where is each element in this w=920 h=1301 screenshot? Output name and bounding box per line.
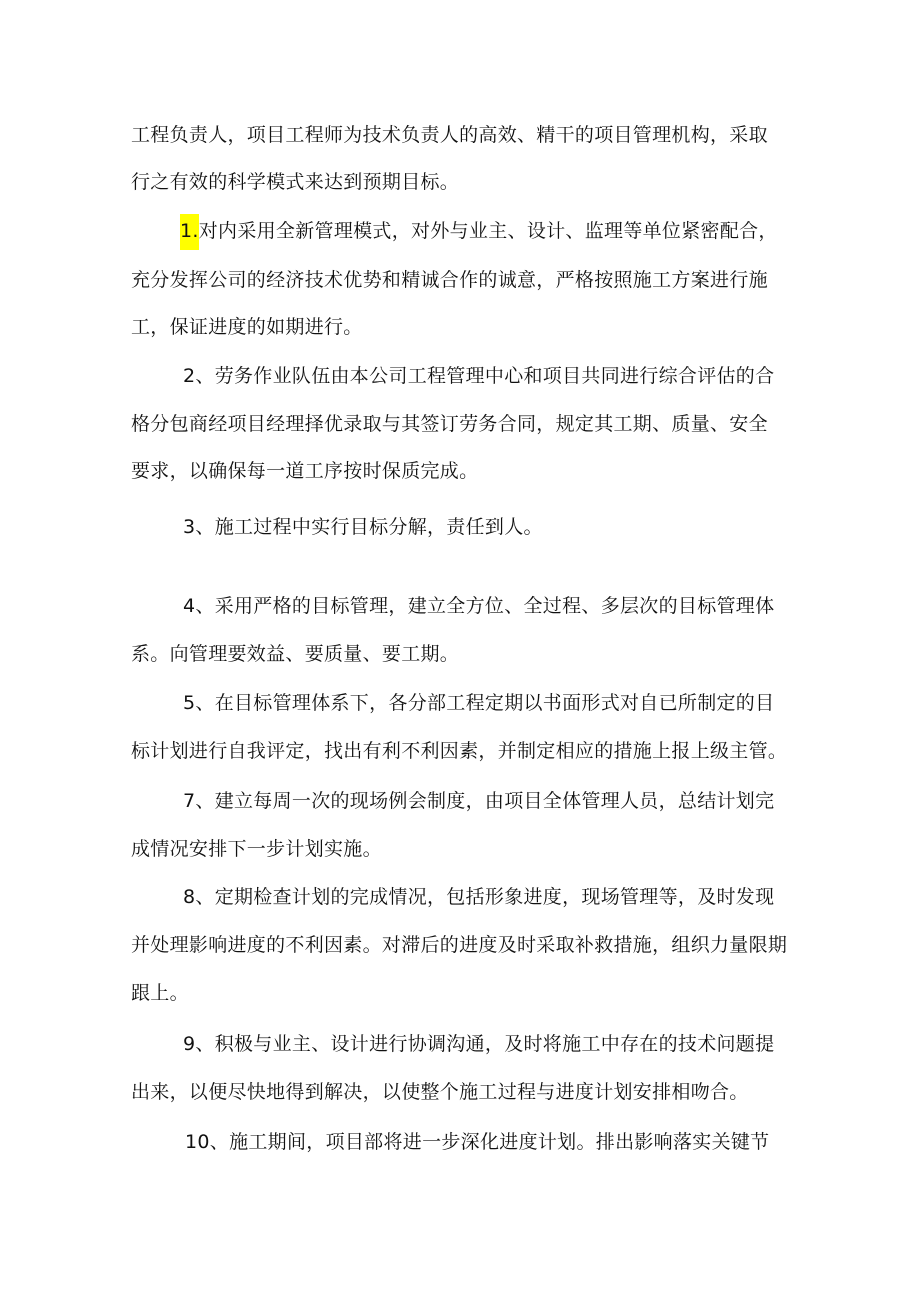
item-7-line-1: 7、建立每周一次的现场例会制度，由项目全体管理人员，总结计划完 [183, 790, 775, 812]
item-1-text: 对内采用全新管理模式，对外与业主、设计、监理等单位紧密配合， [198, 220, 778, 242]
item-1-number: 1. [180, 214, 199, 250]
intro-line-1: 工程负责人，项目工程师为技术负责人的高效、精干的项目管理机构，采取 [131, 124, 768, 146]
item-8-line-2: 并处理影响进度的不利因素。对滞后的进度及时采取补救措施，组织力量限期 [131, 934, 788, 956]
item-10-line-1: 10、施工期间，项目部将进一步深化进度计划。排出影响落实关键节 [185, 1131, 770, 1153]
item-2-line-2: 格分包商经项目经理择优录取与其签订劳务合同，规定其工期、质量、安全 [131, 413, 768, 435]
item-7-line-2: 成情况安排下一步计划实施。 [131, 838, 382, 860]
item-4-line-2: 系。向管理要效益、要质量、要工期。 [131, 643, 460, 665]
item-5-line-1: 5、在目标管理体系下，各分部工程定期以书面形式对自已所制定的目 [183, 692, 775, 714]
item-3-line-1: 3、施工过程中实行目标分解，责任到人。 [183, 516, 543, 538]
item-8-line-1: 8、定期检查计划的完成情况，包括形象进度，现场管理等，及时发现 [183, 886, 775, 908]
item-2-line-3: 要求，以确保每一道工序按时保质完成。 [131, 460, 479, 482]
intro-line-2: 行之有效的科学模式来达到预期目标。 [131, 171, 460, 193]
item-1-line-2: 充分发挥公司的经济技术优势和精诚合作的诚意，严格按照施工方案进行施 [131, 269, 768, 291]
item-4-line-1: 4、采用严格的目标管理，建立全方位、全过程、多层次的目标管理体 [183, 595, 775, 617]
item-2-line-1: 2、劳务作业队伍由本公司工程管理中心和项目共同进行综合评估的合 [183, 365, 775, 387]
item-9-line-2: 出来，以便尽快地得到解决，以使整个施工过程与进度计划安排相吻合。 [131, 1081, 749, 1103]
item-5-line-2: 标计划进行自我评定，找出有利不利因素，并制定相应的措施上报上级主管。 [131, 740, 788, 762]
item-9-line-1: 9、积极与业主、设计进行协调沟通，及时将施工中存在的技术问题提 [183, 1033, 775, 1055]
item-8-line-3: 跟上。 [131, 982, 189, 1004]
item-1-line-1 [180, 217, 778, 245]
item-1-line-3: 工，保证进度的如期进行。 [131, 316, 363, 338]
